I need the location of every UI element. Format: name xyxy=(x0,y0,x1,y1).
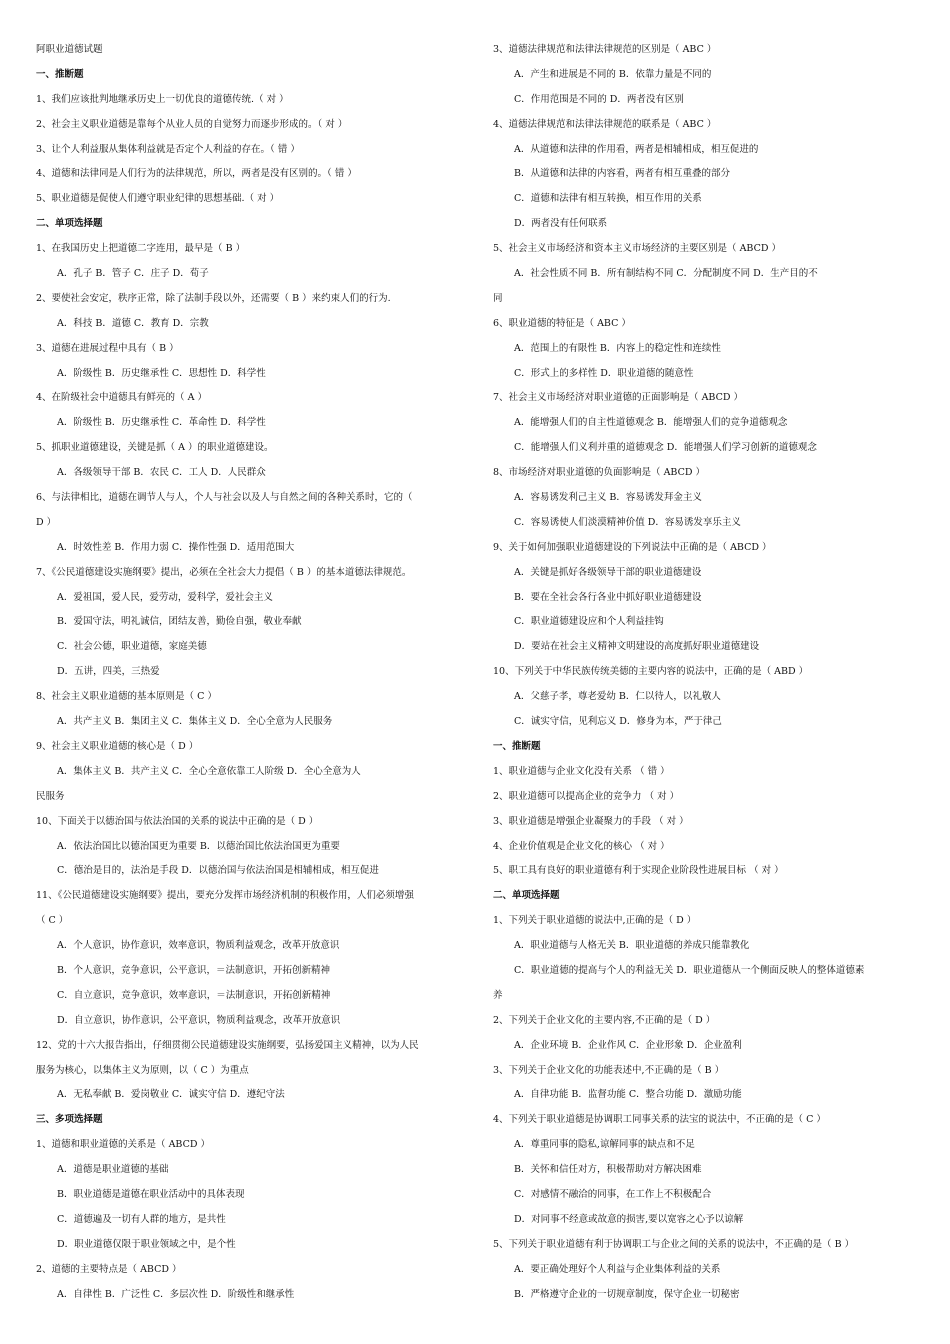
answer-options: A．社会性质不同 B．所有制结构不同 C．分配制度不同 D．生产目的不 xyxy=(514,268,818,280)
answer-options: C．职业道德建设应和个人利益挂钩 xyxy=(514,616,664,628)
question-line: D ） xyxy=(36,516,57,528)
answer-options: A．父慈子孝，尊老爱幼 B．仁以待人，以礼敬人 xyxy=(514,691,721,703)
question-line: 11、《公民道德建设实施纲要》提出，要充分发挥市场经济机制的积极作用，人们必须增强 xyxy=(36,890,414,902)
answer-options: A．能增强人们的自主性道德观念 B．能增强人们的竞争道德观念 xyxy=(514,417,788,429)
answer-options: B．要在全社会各行各业中抓好职业道德建设 xyxy=(514,591,702,603)
answer-options: C．容易诱使人们淡漠精神价值 D．容易诱发享乐主义 xyxy=(514,516,741,528)
question-line: 4、在阶级社会中道德具有鲜亮的（ A ） xyxy=(36,392,207,404)
answer-options: D．两者没有任何联系 xyxy=(514,218,608,230)
question-line: 1、在我国历史上把道德二字连用，最早是（ B ） xyxy=(36,243,246,255)
question-line: 1、下列关于职业道德的说法中,正确的是（ D ） xyxy=(493,915,697,927)
answer-options: C．作用范围是不同的 D．两者没有区别 xyxy=(514,93,684,105)
answer-options: A．无私奉献 B．爱岗敬业 C．诚实守信 D．遵纪守法 xyxy=(57,1089,285,1101)
answer-options: B．爱国守法，明礼诚信，团结友善，勤俭自强，敬业奉献 xyxy=(57,616,302,628)
answer-options: A．职业道德与人格无关 B．职业道德的养成只能靠教化 xyxy=(514,940,750,952)
answer-options: A．容易诱发利己主义 B．容易诱发拜金主义 xyxy=(514,492,702,504)
question-line: 服务为核心，以集体主义为原则，以（ C ）为重点 xyxy=(36,1064,249,1076)
answer-options: B．关怀和信任对方，积极帮助对方解决困难 xyxy=(514,1164,702,1176)
question-line: 10、下面关于以德治国与依法治国的关系的说法中正确的是（ D ） xyxy=(36,815,319,827)
question-line: 4、道德法律规范和法律法律规范的联系是（ ABC ） xyxy=(493,118,717,130)
answer-options: A．产生和进展是不同的 B．依靠力量是不同的 xyxy=(514,68,712,80)
question-line: 7、《公民道德建设实施纲要》提出，必须在全社会大力提倡（ B ）的基本道德法律规范。 xyxy=(36,566,412,578)
question-line: 3、下列关于企业文化的功能表述中,不正确的是（ B ） xyxy=(493,1064,725,1076)
question-line: 同 xyxy=(493,292,503,304)
question-line: 4、下列关于职业道德是协调职工同事关系的法宝的说法中，不正确的是（ C ） xyxy=(493,1114,826,1126)
answer-options: A．尊重同事的隐私,谅解同事的缺点和不足 xyxy=(514,1139,695,1151)
question-line: 3、道德在进展过程中具有（ B ） xyxy=(36,342,179,354)
answer-options: C．道德遍及一切有人群的地方，是共性 xyxy=(57,1213,226,1225)
question-line: 8、社会主义职业道德的基本原则是（ C ） xyxy=(36,691,217,703)
answer-options: D．自立意识，协作意识，公平意识，物质利益观念，改革开放意识 xyxy=(57,1014,341,1026)
question-line: 5、职业道德是促使人们遵守职业纪律的思想基础.（ 对 ） xyxy=(36,193,280,205)
answer-options: C．自立意识，竞争意识，效率意识，＝法制意识，开拓创新精神 xyxy=(57,989,331,1001)
answer-options: C．能增强人们义利并重的道德观念 D．能增强人们学习创新的道德观念 xyxy=(514,442,817,454)
answer-options: A．关键是抓好各级领导干部的职业道德建设 xyxy=(514,566,702,578)
question-line: 7、社会主义市场经济对职业道德的正面影响是（ ABCD ） xyxy=(493,392,743,404)
answer-options: A．个人意识，协作意识，效率意识，物质利益观念，改革开放意识 xyxy=(57,940,340,952)
answer-options: A．共产主义 B．集团主义 C．集体主义 D．全心全意为人民服务 xyxy=(57,716,333,728)
answer-options: A．范围上的有限性 B．内容上的稳定性和连续性 xyxy=(514,342,721,354)
question-line: 12、党的十六大报告指出，仔细贯彻公民道德建设实施纲要，弘扬爱国主义精神，以为人民 xyxy=(36,1039,419,1051)
answer-options: A．企业环境 B．企业作风 C．企业形象 D．企业盈利 xyxy=(514,1039,742,1051)
question-line: 5、社会主义市场经济和资本主义市场经济的主要区别是（ ABCD ） xyxy=(493,243,781,255)
question-line: 2、道德的主要特点是（ ABCD ） xyxy=(36,1263,182,1275)
answer-options: A．科技 B．道德 C．教育 D．宗教 xyxy=(57,317,209,329)
question-line: 6、职业道德的特征是（ ABC ） xyxy=(493,317,631,329)
question-line: 民服务 xyxy=(36,790,65,802)
question-line: 5、下列关于职业道德有利于协调职工与企业之间的关系的说法中，不正确的是（ B ） xyxy=(493,1238,855,1250)
answer-options: C．道德和法律有相互转换，相互作用的关系 xyxy=(514,193,702,205)
question-line: 1、我们应该批判地继承历史上一切优良的道德传统.（ 对 ） xyxy=(36,93,289,105)
answer-options: A．自律功能 B．监督功能 C．整合功能 D．激励功能 xyxy=(514,1089,742,1101)
section-heading: 二、单项选择题 xyxy=(493,890,560,902)
answer-options: A．孔子 B．管子 C．庄子 D．荀子 xyxy=(57,268,209,280)
section-heading: 二、单项选择题 xyxy=(36,218,103,230)
answer-options: A．依法治国比以德治国更为重要 B．以德治国比依法治国更为重要 xyxy=(57,840,340,852)
question-line: 8、市场经济对职业道德的负面影响是（ ABCD ） xyxy=(493,467,705,479)
answer-options: B．个人意识，竞争意识，公平意识，＝法制意识，开拓创新精神 xyxy=(57,964,330,976)
document-title: 阿职业道德试题 xyxy=(36,44,103,55)
answer-options: C．诚实守信，见利忘义 D．修身为本，严于律己 xyxy=(514,716,722,728)
question-line: 3、道德法律规范和法律法律规范的区别是（ ABC ） xyxy=(493,44,717,55)
answer-options: C．形式上的多样性 D．职业道德的随意性 xyxy=(514,367,694,379)
question-line: 养 xyxy=(493,989,503,1001)
question-line: 2、要使社会安定，秩序正常，除了法制手段以外，还需要（ B ）来约束人们的行为. xyxy=(36,292,391,304)
question-line: （ C ） xyxy=(36,915,69,927)
question-line: 2、社会主义职业道德是靠每个从业人员的自觉努力而逐步形成的。（ 对 ） xyxy=(36,118,348,130)
question-line: 9、社会主义职业道德的核心是（ D ） xyxy=(36,740,199,752)
answer-options: D．对同事不经意或故意的损害,要以宽容之心予以谅解 xyxy=(514,1213,744,1225)
answer-options: D．五讲，四美，三热爱 xyxy=(57,666,160,678)
answer-options: C．社会公德，职业道德，家庭美德 xyxy=(57,641,207,653)
answer-options: A．各级领导干部 B．农民 C．工人 D．人民群众 xyxy=(57,467,266,479)
answer-options: A．从道德和法律的作用看，两者是相辅相成，相互促进的 xyxy=(514,143,759,155)
answer-options: B．职业道德是道德在职业活动中的具体表现 xyxy=(57,1188,245,1200)
question-line: 4、企业价值观是企业文化的核心 （ 对 ） xyxy=(493,840,670,852)
right-column xyxy=(493,38,913,1307)
answer-options: A．时效性差 B．作用力弱 C．操作性强 D．适用范围大 xyxy=(57,541,295,553)
answer-options: C．对感情不融洽的同事，在工作上不积极配合 xyxy=(514,1188,712,1200)
question-line: 6、与法律相比，道德在调节人与人，个人与社会以及人与自然之间的各种关系时，它的（ xyxy=(36,492,413,504)
answer-options: A．阶级性 B．历史继承性 C．革命性 D．科学性 xyxy=(57,417,266,429)
question-line: 5、抓职业道德建设，关键是抓（ A ）的职业道德建设。 xyxy=(36,442,274,454)
answer-options: A．集体主义 B．共产主义 C．全心全意依靠工人阶级 D．全心全意为人 xyxy=(57,765,361,777)
question-line: 9、关于如何加强职业道德建设的下列说法中正确的是（ ABCD ） xyxy=(493,541,772,553)
answer-options: C．德治是目的，法治是手段 D．以德治国与依法治国是相辅相成，相互促进 xyxy=(57,865,379,877)
section-heading: 一、推断题 xyxy=(36,68,84,80)
section-heading: 一、推断题 xyxy=(493,740,541,752)
question-line: 3、职业道德是增强企业凝聚力的手段 （ 对 ） xyxy=(493,815,689,827)
answer-options: D．要站在社会主义精神文明建设的高度抓好职业道德建设 xyxy=(514,641,760,653)
question-line: 1、道德和职业道德的关系是（ ABCD ） xyxy=(36,1139,210,1151)
question-line: 1、职业道德与企业文化没有关系 （ 错 ） xyxy=(493,765,670,777)
answer-options: B．从道德和法律的内容看，两者有相互重叠的部分 xyxy=(514,168,730,180)
left-column xyxy=(36,38,461,1307)
answer-options: A．自律性 B．广泛性 C．多层次性 D．阶级性和继承性 xyxy=(57,1288,295,1300)
answer-options: A．道德是职业道德的基础 xyxy=(57,1164,169,1176)
question-line: 5、职工具有良好的职业道德有利于实现企业阶段性进展目标 （ 对 ） xyxy=(493,865,784,877)
answer-options: D．职业道德仅限于职业领域之中，是个性 xyxy=(57,1238,236,1250)
question-line: 2、职业道德可以提高企业的竞争力 （ 对 ） xyxy=(493,790,680,802)
section-heading: 三、多项选择题 xyxy=(36,1114,103,1126)
question-line: 3、让个人利益服从集体利益就是否定个人利益的存在。（ 错 ） xyxy=(36,143,300,155)
question-line: 2、下列关于企业文化的主要内容,不正确的是（ D ） xyxy=(493,1014,716,1026)
question-line: 4、道德和法律同是人们行为的法律规范，所以，两者是没有区别的。（ 错 ） xyxy=(36,168,357,180)
question-line: 10、下列关于中华民族传统美德的主要内容的说法中，正确的是（ ABD ） xyxy=(493,666,809,678)
answer-options: B．严格遵守企业的一切规章制度，保守企业一切秘密 xyxy=(514,1288,740,1300)
answer-options: A．要正确处理好个人利益与企业集体利益的关系 xyxy=(514,1263,721,1275)
answer-options: A．爱祖国，爱人民，爱劳动，爱科学，爱社会主义 xyxy=(57,591,273,603)
answer-options: A．阶级性 B．历史继承性 C．思想性 D．科学性 xyxy=(57,367,266,379)
answer-options: C．职业道德的提高与个人的利益无关 D．职业道德从一个侧面反映人的整体道德素 xyxy=(514,964,865,976)
